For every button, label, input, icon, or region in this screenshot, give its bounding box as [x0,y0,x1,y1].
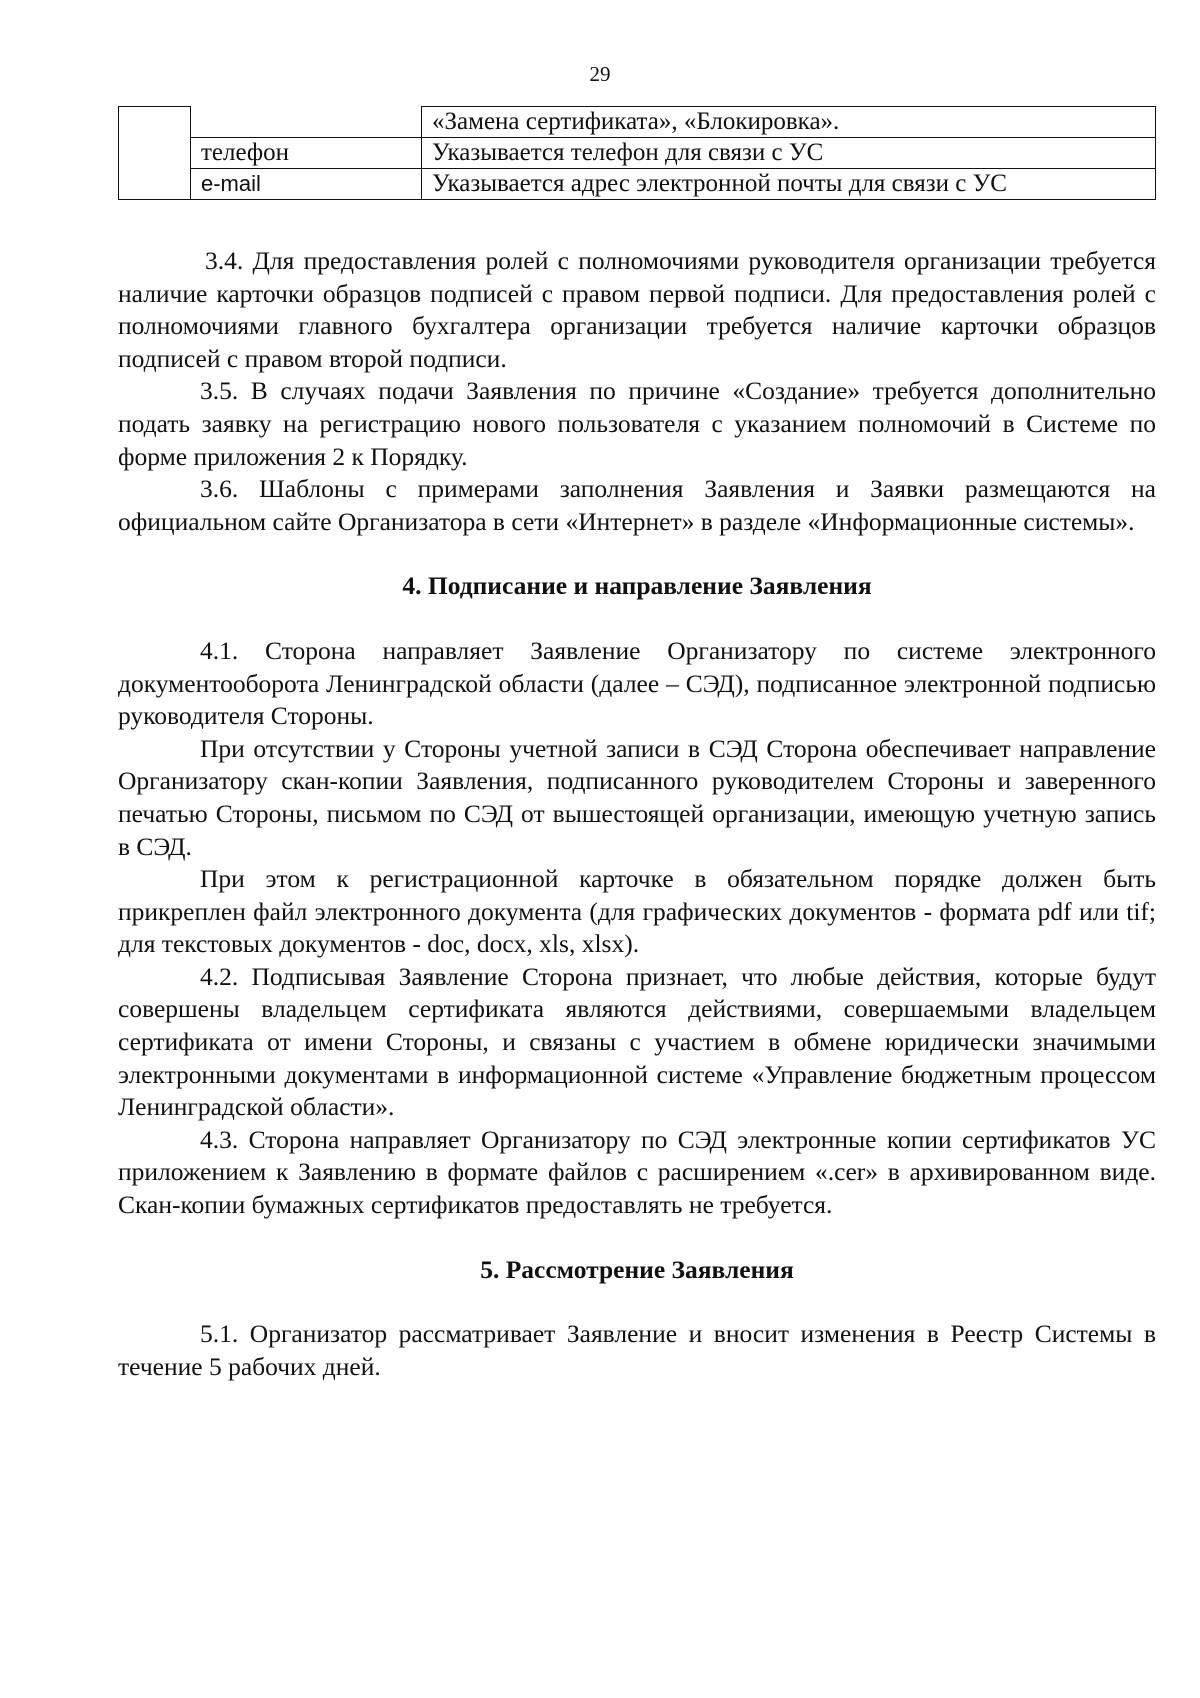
paragraph-5-1: 5.1. Организатор рассматривает Заявление и вносит изменения в Реестр Системы в течение 5 рабочих дней. [118,1319,1156,1381]
paragraph-4-1-no-account: При отсутствии у Стороны учетной записи в СЭД Сторона обеспечивает направление Организатору скан-копии Заявления, подписанного руководителем Стороны и заверенного печатью Стороны, письмом по СЭД от вышестоящей организации, имеющую учетную запись в СЭД. [118,733,1156,861]
table-row [119,138,1156,169]
section-heading-5: 5. Рассмотрение Заявления [480,1254,794,1284]
paragraph-4-2: 4.2. Подписывая Заявление Сторона признает, что любые действия, которые будут совершены владельцем сертификата являются действиями, совершаемыми владельцем сертификата от имени Стороны, и связаны с участием в обмене юридически значимыми электронными документами в информационной системе «Управление бюджетным процессом Ленинградской области». [118,961,1156,1122]
table-row [119,169,1156,200]
continuation-table [118,106,1156,200]
table-cell-field: телефон [191,138,422,169]
paragraph-4-3: 4.3. Сторона направляет Организатору по СЭД электронные копии сертификатов УС приложением к Заявлению в формате файлов с расширением «.cer» в архивированном виде. Скан-копии бумажных сертификатов предоставлять не требуется. [118,1124,1156,1220]
paragraph-3-5: 3.5. В случаях подачи Заявления по причине «Создание» требуется дополнительно подать заявку на регистрацию нового пользователя с указанием полномочий в Системе по форме приложения 2 к Порядку. [118,376,1156,471]
paragraph-4-1: 4.1. Сторона направляет Заявление Организатору по системе электронного документооборота Ленинградской области (далее – СЭД), подписанное электронной подписью руководителя Стороны. [118,635,1156,731]
paragraph-3-6: 3.6. Шаблоны с примерами заполнения Заявления и Заявки размещаются на официальном сайте Организатора в сети «Интернет» в разделе «Информационные системы». [118,474,1156,536]
paragraph-4-1-attachment: При этом к регистрационной карточке в обязательном порядке должен быть прикреплен файл электронного документа (для графических документов - формата pdf или tif; для текстовых документов - doc, docx, xls, xlsx). [118,864,1156,959]
table-cell-description: Указывается телефон для связи с УС [422,138,1156,169]
table-cell-empty [119,107,191,200]
table-cell-field [191,107,422,138]
section-heading-4: 4. Подписание и направление Заявления [402,571,872,601]
table-cell-description: Указывается адрес электронной почты для связи с УС [422,169,1156,200]
table-cell-field: e-mail [191,169,422,200]
page-number: 29 [589,62,611,86]
paragraph-3-4: 3.4. Для предоставления ролей с полномочиями руководителя организации требуется наличие карточки образцов подписей с правом первой подписи. Для предоставления ролей с полномочиями главного бухгалтера организации требуется наличие карточки образцов подписей с правом второй подписи. [118,246,1156,373]
document-body [118,245,1156,1383]
table-cell-description: «Замена сертификата», «Блокировка». [422,107,1156,138]
table-row [119,107,1156,138]
